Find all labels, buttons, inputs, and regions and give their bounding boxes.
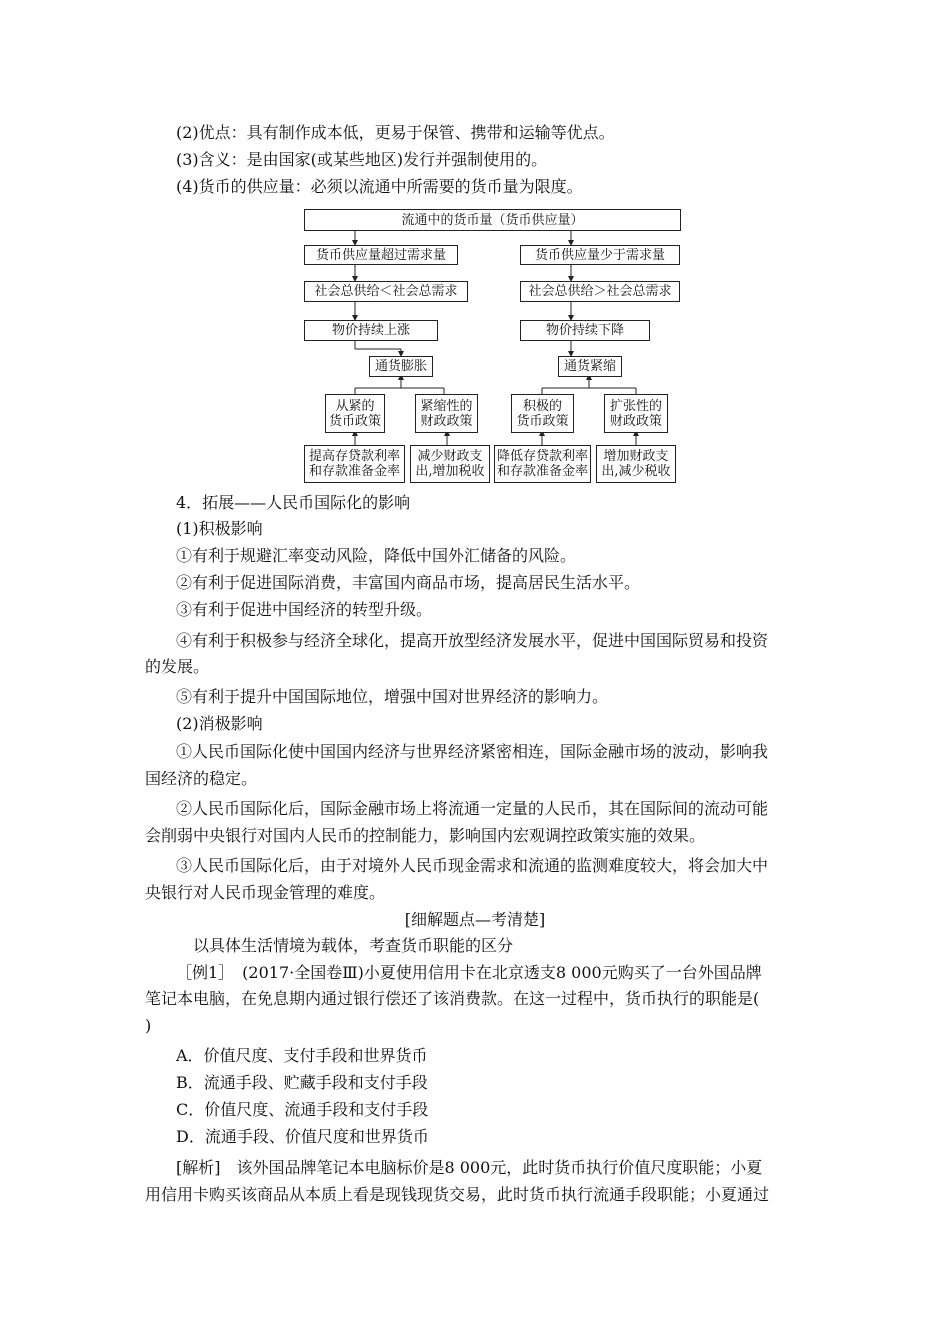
cut-spending-box: 减少财政支 出,增加税收: [410, 445, 490, 483]
example-question: ): [145, 1016, 152, 1035]
text-line: ③有利于促进中国经济的转型升级。: [176, 600, 433, 619]
text-line: ④有利于积极参与经济全球化，提高开放型经济发展水平，促进中国国际贸易和投资: [176, 631, 769, 650]
contractionary-fiscal-policy-box: 紧缩性的 财政政策: [415, 394, 478, 433]
supply-less-than-demand-box: 社会总供给＜社会总需求: [304, 281, 468, 302]
price-fall-box: 物价持续下降: [520, 320, 650, 341]
text-line: (4)货币的供应量：必须以流通中所需要的货币量为限度。: [176, 177, 583, 196]
tight-monetary-policy-box: 从紧的 货币政策: [325, 394, 385, 433]
text-line: ③人民币国际化后，由于对境外人民币现金需求和流通的监测难度较大，将会加大中: [176, 856, 769, 875]
money-supply-flow-diagram: [304, 205, 682, 485]
text-line: 会削弱中央银行对国内人民币的控制能力，影响国内宏观调控政策实施的效果。: [145, 826, 706, 845]
money-supply-box: 流通中的货币量（货币供应量）: [304, 209, 681, 231]
answer-option-d: D．流通手段、价值尺度和世界货币: [176, 1127, 429, 1146]
analysis-text: [解析] 该外国品牌笔记本电脑标价是8 000元，此时货币执行价值尺度职能；小夏: [176, 1158, 763, 1177]
topic-heading: 以具体生活情境为载体，考查货币职能的区分: [193, 936, 514, 955]
lower-rates-box: 降低存贷款利率 和存款准备金率: [494, 445, 591, 483]
increase-spending-box: 增加财政支 出,减少税收: [596, 445, 676, 483]
undersupply-box: 货币供应量少于需求量: [520, 245, 680, 265]
price-rise-box: 物价持续上涨: [304, 320, 438, 341]
text-line: (3)含义：是由国家(或某些地区)发行并强制使用的。: [176, 150, 548, 169]
subheading: (1)积极影响: [176, 519, 263, 538]
text-line: ①有利于规避汇率变动风险，降低中国外汇储备的风险。: [176, 546, 577, 565]
text-line: 的发展。: [145, 657, 210, 676]
example-question: 笔记本电脑，在免息期内通过银行偿还了该消费款。在这一过程中，货币执行的职能是(: [145, 989, 760, 1008]
text-line: ②有利于促进国际消费，丰富国内商品市场，提高居民生活水平。: [176, 573, 641, 592]
answer-option-b: B．流通手段、贮藏手段和支付手段: [176, 1073, 428, 1092]
supply-more-than-demand-box: 社会总供给＞社会总需求: [520, 281, 680, 302]
oversupply-box: 货币供应量超过需求量: [304, 245, 458, 265]
expansionary-fiscal-policy-box: 扩张性的 财政政策: [604, 394, 668, 433]
text-line: ②人民币国际化后，国际金融市场上将流通一定量的人民币，其在国际间的流动可能: [176, 799, 769, 818]
section-title: [细解题点—考清楚]: [404, 910, 546, 929]
inflation-box: 通货膨胀: [369, 356, 433, 377]
deflation-box: 通货紧缩: [558, 356, 622, 377]
text-line: 央银行对人民币现金管理的难度。: [145, 883, 386, 902]
text-line: ①人民币国际化使中国国内经济与世界经济紧密相连，国际金融市场的波动，影响我: [176, 742, 769, 761]
active-monetary-policy-box: 积极的 货币政策: [511, 394, 574, 433]
example-question: ［例1］ (2017·全国卷Ⅲ)小夏使用信用卡在北京透支8 000元购买了一台外国品牌: [176, 963, 762, 982]
answer-option-c: C．价值尺度、流通手段和支付手段: [176, 1100, 429, 1119]
subheading: (2)消极影响: [176, 714, 263, 733]
analysis-text: 用信用卡购买该商品从本质上看是现钱现货交易，此时货币执行流通手段职能；小夏通过: [145, 1185, 770, 1204]
text-line: (2)优点：具有制作成本低，更易于保管、携带和运输等优点。: [176, 123, 615, 142]
text-line: 国经济的稳定。: [145, 769, 258, 788]
text-line: ⑤有利于提升中国国际地位，增强中国对世界经济的影响力。: [176, 687, 609, 706]
raise-rates-box: 提高存贷款利率 和存款准备金率: [304, 445, 405, 483]
answer-option-a: A．价值尺度、支付手段和世界货币: [176, 1046, 428, 1065]
section-heading: 4．拓展——人民币国际化的影响: [176, 493, 411, 512]
